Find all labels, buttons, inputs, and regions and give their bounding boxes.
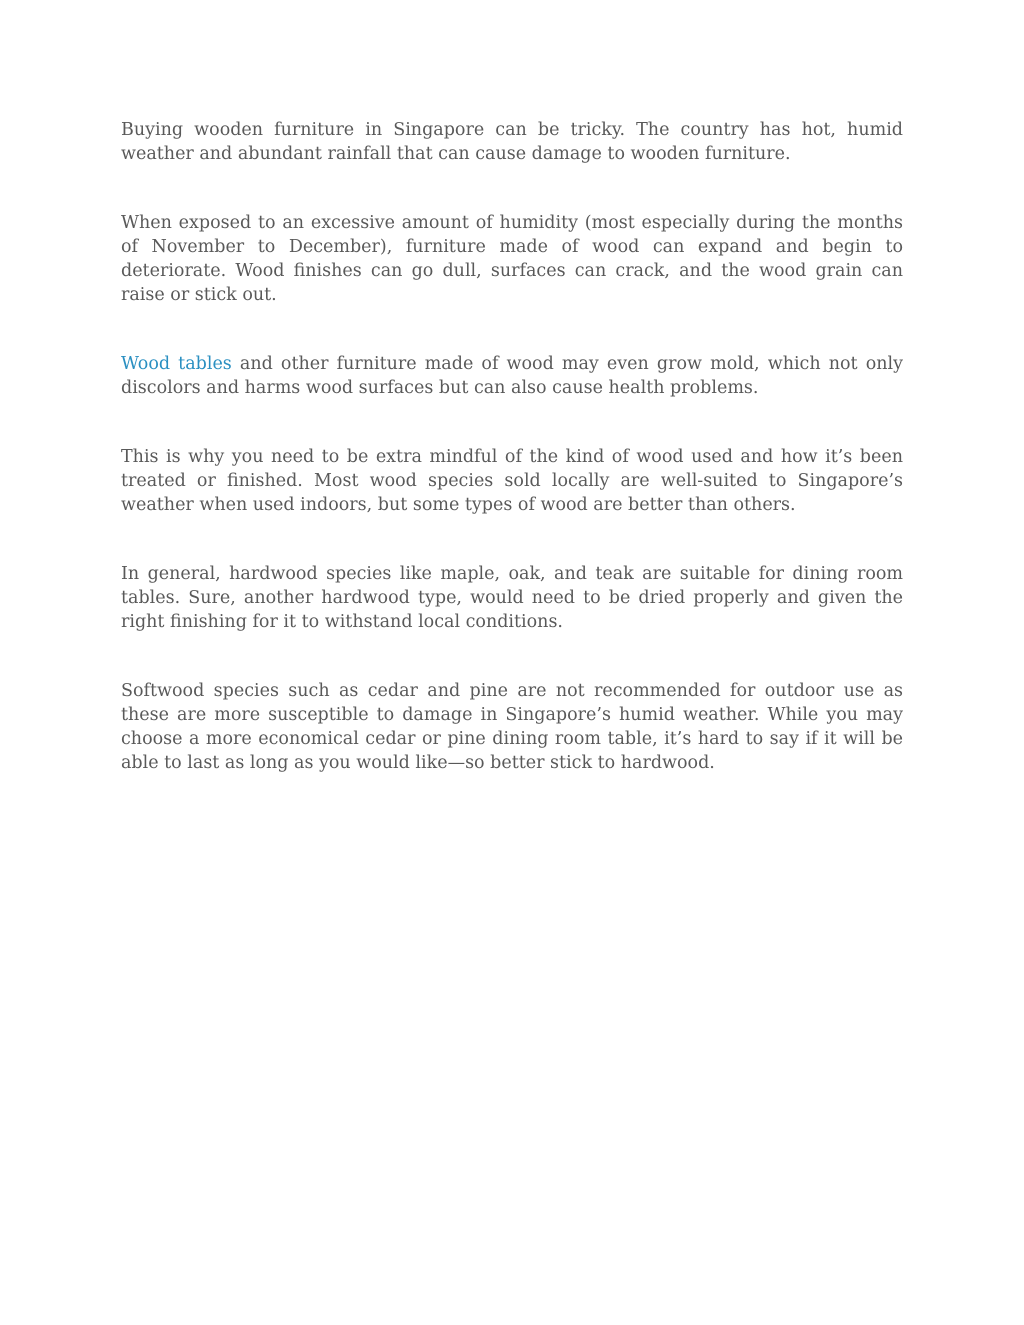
paragraph-hardwood: In general, hardwood species like maple, oak, and teak are suitable for dining room tables. Sure, another hardwood type, would need to be dried properly and given the right finishing for it to withstand local conditions.: [121, 564, 903, 632]
paragraph-intro: Buying wooden furniture in Singapore can be tricky. The country has hot, humid weather and abundant rainfall that can cause damage to wooden furniture.: [121, 120, 903, 164]
wood-tables-link[interactable]: Wood tables: [121, 354, 232, 374]
paragraph-softwood: Softwood species such as cedar and pine are not recommended for outdoor use as these are more susceptible to damage in Singapore’s humid weather. While you may choose a more economical cedar or pine dining room table, it’s hard to say if it will be able to last as long as you would like—so better stick to hardwood.: [121, 681, 903, 773]
paragraph-humidity: When exposed to an excessive amount of humidity (most especially during the months of November to December), furniture made of wood can expand and begin to deteriorate. Wood finishes can go dull, surfaces can crack, and the wood grain can raise or stick out.: [121, 213, 903, 305]
document-body: [121, 118, 903, 820]
paragraph-mold-text: and other furniture made of wood may even grow mold, which not only discolors and harms wood surfaces but can also cause health problems.: [121, 354, 903, 398]
paragraph-wood-choice: This is why you need to be extra mindful of the kind of wood used and how it’s been treated or finished. Most wood species sold locally are well-suited to Singapore’s weather when used indoors, but some types of wood are better than others.: [121, 447, 903, 515]
paragraph-mold: [121, 352, 903, 400]
